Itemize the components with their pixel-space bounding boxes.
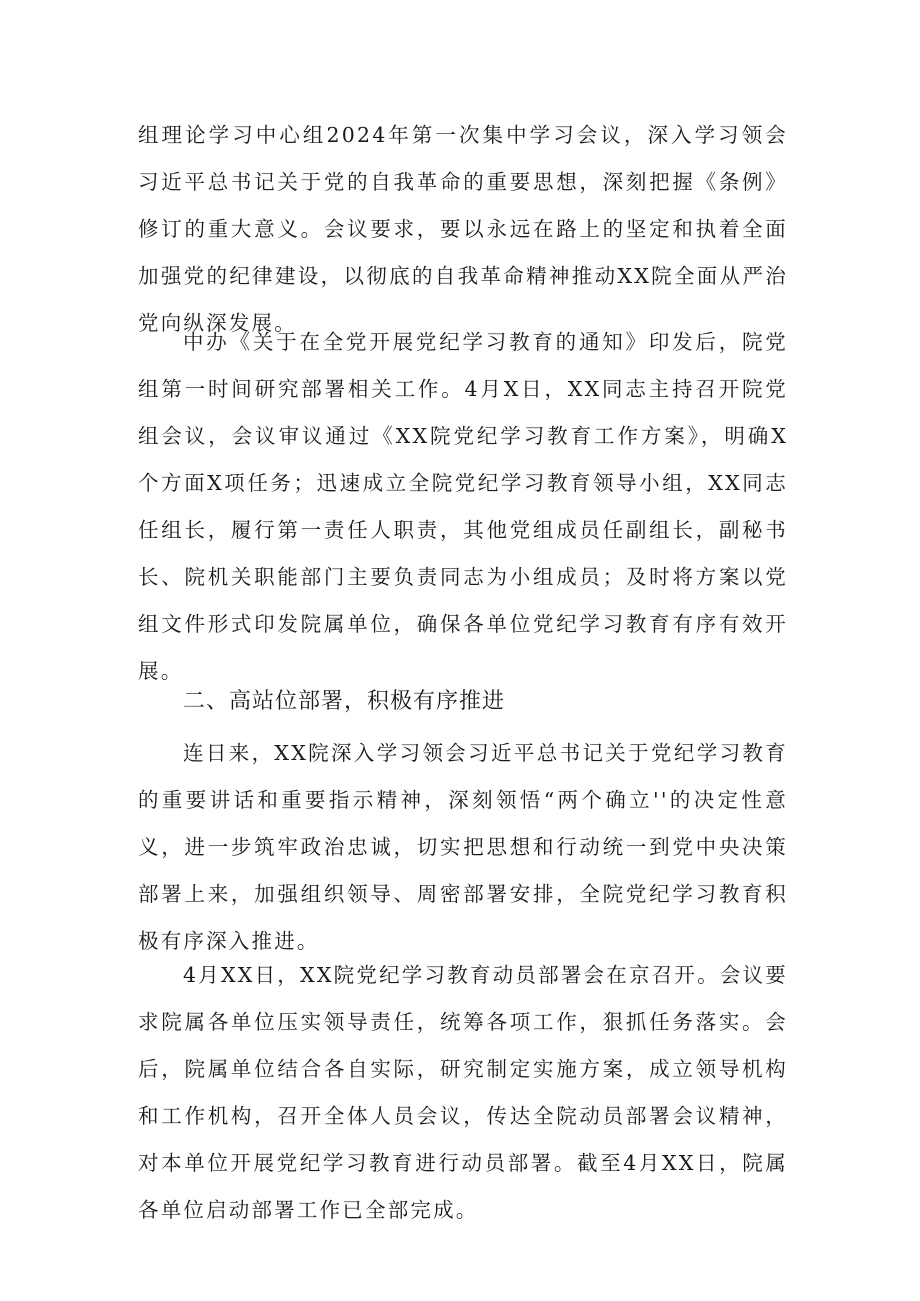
body-paragraph-4: 4月XX日，XX院党纪学习教育动员部署会在京召开。会议要求院属各单位压实领导责任，统筹各项工作，狠抓任务落实。会后，院属单位结合各自实际，研究制定实施方案，成立领导机构和工作机构，召开全体人员会议，传达全院动员部署会议精神，对本单位开展党纪学习教育进行动员部署。截至4月XX日，院属各单位启动部署工作已全部完成。 — [138, 963, 788, 1222]
body-paragraph-3: 连日来，XX院深入学习领会习近平总书记关于党纪学习教育的重要讲话和重要指示精神，深刻领悟“两个确立''的决定性意义，进一步筑牢政治忠诚，切实把思想和行动统一到党中央决策部署上来，加强组织领导、周密部署安排，全院党纪学习教育积极有序深入推进。 — [138, 741, 788, 953]
section-heading: 二、高站位部署，积极有序推进 — [183, 689, 506, 714]
body-paragraph-2: 中办《关于在全党开展党纪学习教育的通知》印发后，院党组第一时间研究部署相关工作。4月X日，XX同志主持召开院党组会议，会议审议通过《XX院党纪学习教育工作方案》，明确X个方面X项任务；迅速成立全院党纪学习教育领导小组，XX同志任组长，履行第一责任人职责，其他党组成员任副组长，副秘书长、院机关职能部门主要负责同志为小组成员；及时将方案以党组文件形式印发院属单位，确保各单位党纪学习教育有序有效开展。 — [138, 330, 788, 683]
body-paragraph-1: 组理论学习中心组2024年第一次集中学习会议，深入学习领会习近平总书记关于党的自我革命的重要思想，深刻把握《条例》修订的重大意义。会议要求，要以永远在路上的坚定和执着全面加强党的纪律建设，以彻底的自我革命精神推动XX院全面从严治党向纵深发展。 — [138, 123, 788, 335]
